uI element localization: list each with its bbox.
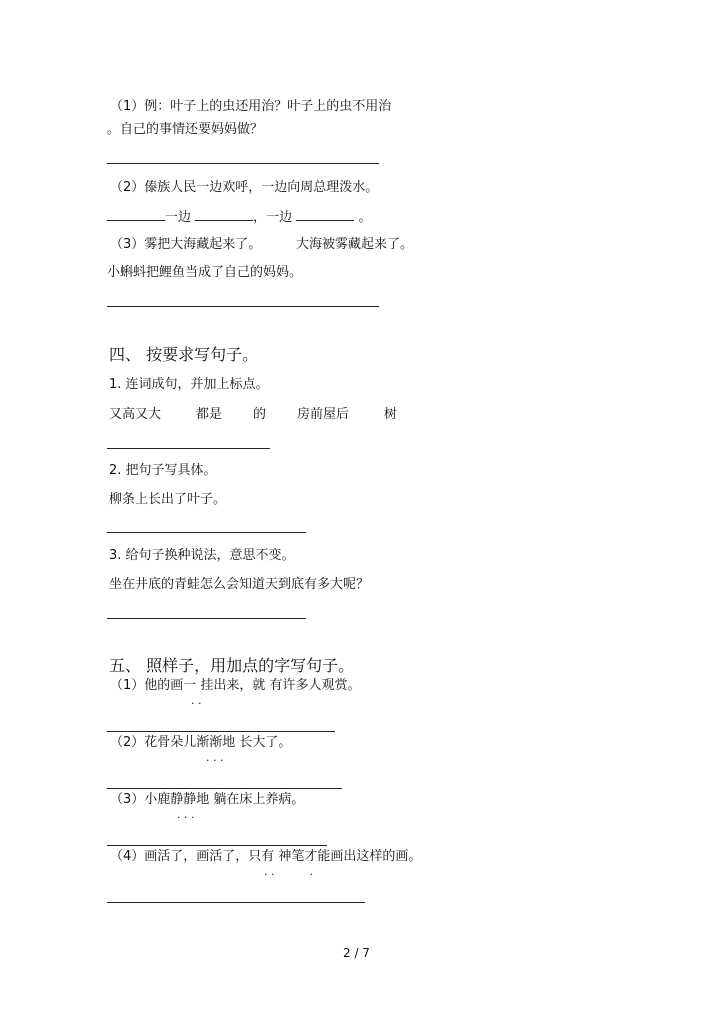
fill-word-3: 。 bbox=[358, 210, 372, 225]
q4-1-word-3: 的 bbox=[253, 407, 267, 422]
section4-heading: 四、 按要求写句子。 bbox=[109, 345, 259, 364]
section5-heading: 五、 照样子，用加点的字写句子。 bbox=[109, 656, 355, 675]
answer-line-3-3[interactable] bbox=[107, 306, 379, 307]
q4-3-title: 3. 给句子换种说法，意思不变。 bbox=[109, 548, 295, 563]
q4-3-text: 坐在井底的青蛙怎么会知道天到底有多大呢？ bbox=[109, 577, 370, 592]
q4-2-text: 柳条上长出了叶子。 bbox=[109, 492, 227, 507]
blank-2[interactable] bbox=[195, 208, 253, 221]
emphasis-dots-1: · · bbox=[191, 697, 202, 710]
blank-3[interactable] bbox=[296, 208, 354, 221]
page-number: 2 / 7 bbox=[343, 946, 370, 960]
q5-4-text: （4）画活了，画活了，只有 神笔才能画出这样的画。 bbox=[110, 849, 422, 864]
q5-2-text: （2）花骨朵儿渐渐地 长大了。 bbox=[110, 735, 292, 750]
q3-2-fill-row bbox=[107, 208, 371, 226]
q4-1-word-2: 都是 bbox=[196, 407, 223, 422]
emphasis-dots-2: · · · bbox=[206, 754, 224, 767]
q4-1-word-4: 房前屋后 bbox=[297, 407, 350, 422]
q3-3-line1a: （3）雾把大海藏起来了。 bbox=[110, 237, 262, 252]
answer-line-5-3[interactable] bbox=[107, 845, 327, 846]
q3-3-line2: 小蝌蚪把鲤鱼当成了自己的妈妈。 bbox=[107, 265, 303, 280]
q4-1-word-5: 树 bbox=[384, 407, 398, 422]
q3-1-line2: 。自己的事情还要妈妈做？ bbox=[107, 122, 264, 137]
q4-2-title: 2. 把句子写具体。 bbox=[109, 463, 217, 478]
q3-1-line1: （1）例：叶子上的虫还用治？叶子上的虫不用治 bbox=[110, 99, 392, 114]
fill-word-1: 一边 bbox=[165, 210, 192, 225]
emphasis-dots-3: · · · bbox=[177, 811, 195, 824]
q3-3-line1b: 大海被雾藏起来了。 bbox=[296, 237, 414, 252]
emphasis-dots-4: · · · bbox=[264, 868, 313, 881]
answer-line-3-1[interactable] bbox=[107, 163, 379, 164]
blank-1[interactable] bbox=[107, 208, 165, 221]
q5-1-text: （1）他的画一 挂出来，就 有许多人观赏。 bbox=[110, 678, 361, 693]
answer-line-4-3[interactable] bbox=[107, 618, 306, 619]
answer-line-4-1[interactable] bbox=[107, 448, 270, 449]
answer-line-4-2[interactable] bbox=[107, 532, 306, 533]
answer-line-5-4[interactable] bbox=[107, 902, 365, 903]
q4-1-title: 1. 连词成句，并加上标点。 bbox=[109, 377, 269, 392]
answer-line-5-1[interactable] bbox=[107, 731, 335, 732]
fill-word-2: ，一边 bbox=[253, 210, 293, 225]
q4-1-word-1: 又高又大 bbox=[109, 407, 162, 422]
q5-3-text: （3）小鹿静静地 躺在床上养病。 bbox=[110, 792, 305, 807]
answer-line-5-2[interactable] bbox=[107, 788, 342, 789]
q3-2-line1: （2）傣族人民一边欢呼，一边向周总理泼水。 bbox=[110, 180, 379, 195]
